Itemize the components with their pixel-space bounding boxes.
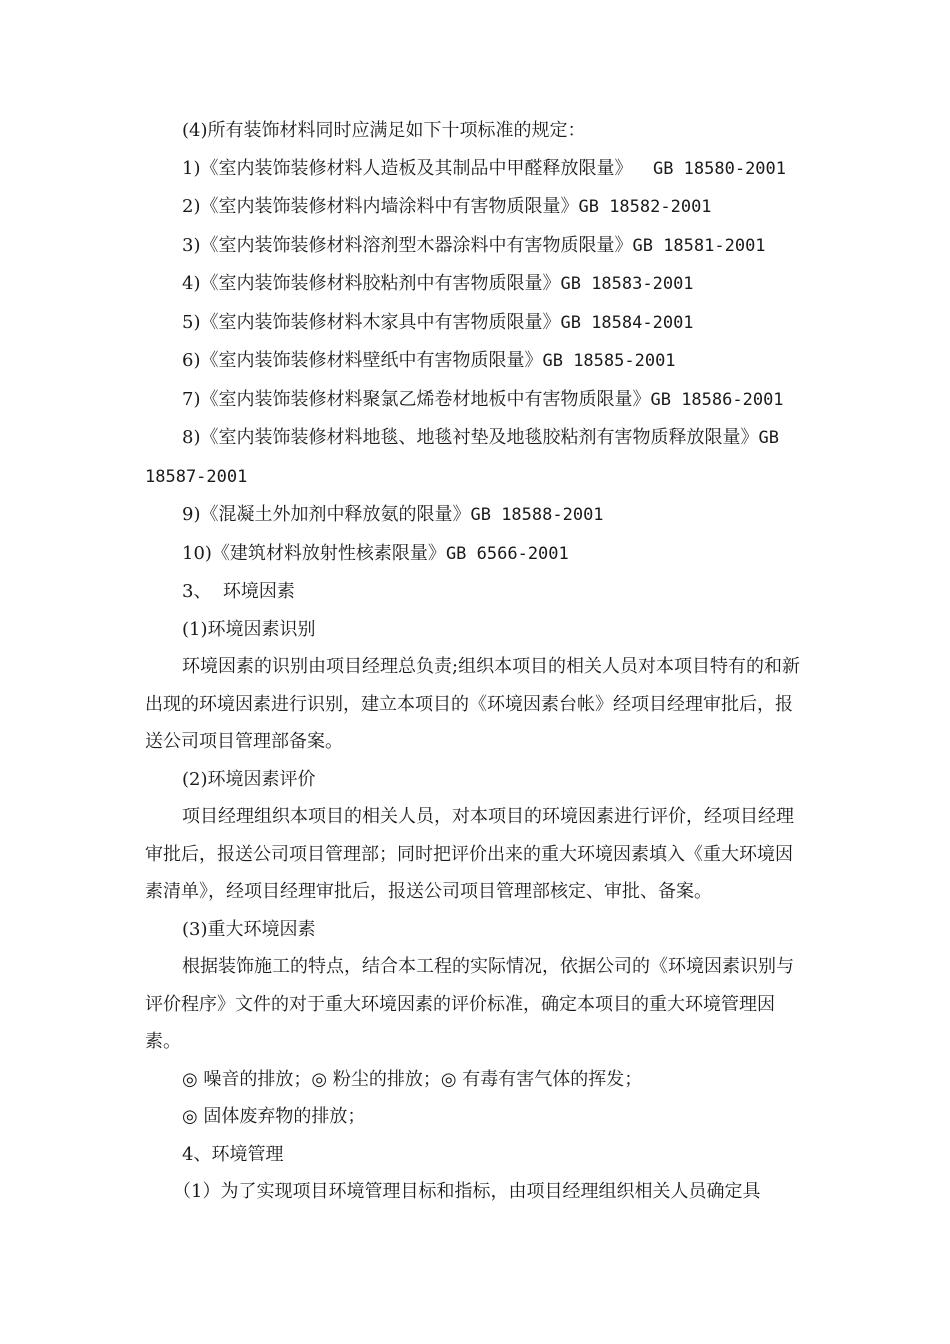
standard-title: 10)《建筑材料放射性核素限量》 (182, 542, 446, 564)
standard-code: GB 18585-2001 (542, 351, 676, 371)
standard-item-1 (145, 150, 807, 189)
document-body (145, 112, 807, 1211)
standard-code: GB 18586-2001 (650, 389, 784, 410)
standard-code: GB 18582-2001 (578, 197, 712, 217)
standard-title: 6)《室内装饰装修材料壁纸中有害物质限量》 (182, 350, 543, 371)
standard-title: 7)《室内装饰装修材料聚氯乙烯卷材地板中有害物质限量》 (182, 388, 651, 410)
standard-title: 2)《室内装饰装修材料内墙涂料中有害物质限量》 (182, 196, 579, 217)
subsection-3-heading: (3)重大环境因素 (182, 918, 316, 940)
subsection-2-heading: (2)环境因素评价 (182, 768, 316, 790)
standard-code: GB 6566-2001 (445, 543, 569, 564)
subsection-1-heading: (1)环境因素识别 (182, 618, 316, 640)
subsection-3-body: 根据装饰施工的特点，结合本工程的实际情况，依据公司的《环境因素识别与评价程序》文件的对于重大环境因素的评价标准，确定本项目的重大环境管理因素。 (145, 956, 794, 1052)
standard-item-7 (145, 381, 807, 420)
standard-item-4 (145, 265, 807, 304)
standard-title: 9)《混凝土外加剂中释放氨的限量》 (182, 504, 471, 525)
standard-item-3 (145, 227, 807, 266)
standard-title: 8)《室内装饰装修材料地毯、地毯衬垫及地毯胶粘剂有害物质释放限量》 (182, 427, 759, 448)
bullet-line-2: ◎ 固体废弃物的排放； (182, 1106, 366, 1127)
standard-title: 4)《室内装饰装修材料胶粘剂中有害物质限量》 (182, 273, 561, 294)
standard-item-9 (145, 496, 807, 535)
subsection-2-body: 项目经理组织本项目的相关人员，对本项目的环境因素进行评价，经项目经理审批后，报送公司项目管理部；同时把评价出来的重大环境因素填入《重大环境因素清单》，经项目经理审批后，报送公司项目管理部核定、审批、备案。 (145, 806, 794, 902)
standard-item-6 (145, 342, 807, 381)
subsection-1-body: 环境因素的识别由项目经理总负责;组织本项目的相关人员对本项目特有的和新出现的环境因素进行识别，建立本项目的《环境因素台帐》经项目经理审批后，报送公司项目管理部备案。 (145, 656, 801, 752)
bullet-line-1: ◎ 噪音的排放；◎ 粉尘的排放；◎ 有毒有害气体的挥发； (182, 1068, 643, 1090)
standard-code: GB 18583-2001 (560, 274, 694, 294)
standard-code: GB 18588-2001 (470, 505, 604, 525)
section-3-heading: 3、 环境因素 (182, 581, 295, 602)
standard-code: GB 18584-2001 (560, 312, 694, 333)
standard-item-10 (145, 535, 807, 574)
standard-code: GB 18581-2001 (632, 235, 766, 256)
standard-item-5 (145, 304, 807, 343)
standard-title: 3)《室内装饰装修材料溶剂型木器涂料中有害物质限量》 (182, 234, 633, 256)
standard-code: GB 18587-2001 (145, 428, 779, 487)
standard-code: GB 18580-2001 (632, 158, 787, 179)
standard-title: 5)《室内装饰装修材料木家具中有害物质限量》 (182, 311, 561, 333)
standard-title: 1)《室内装饰装修材料人造板及其制品中甲醛释放限量》 (182, 157, 633, 179)
standards-intro: (4)所有装饰材料同时应满足如下十项标准的规定： (182, 120, 586, 141)
standard-item-8 (145, 419, 807, 496)
standard-item-2 (145, 188, 807, 227)
section-4-heading: 4、环境管理 (182, 1143, 284, 1165)
section-4-item-1: （1）为了实现项目环境管理目标和指标，由项目经理组织相关人员确定具 (173, 1181, 761, 1202)
